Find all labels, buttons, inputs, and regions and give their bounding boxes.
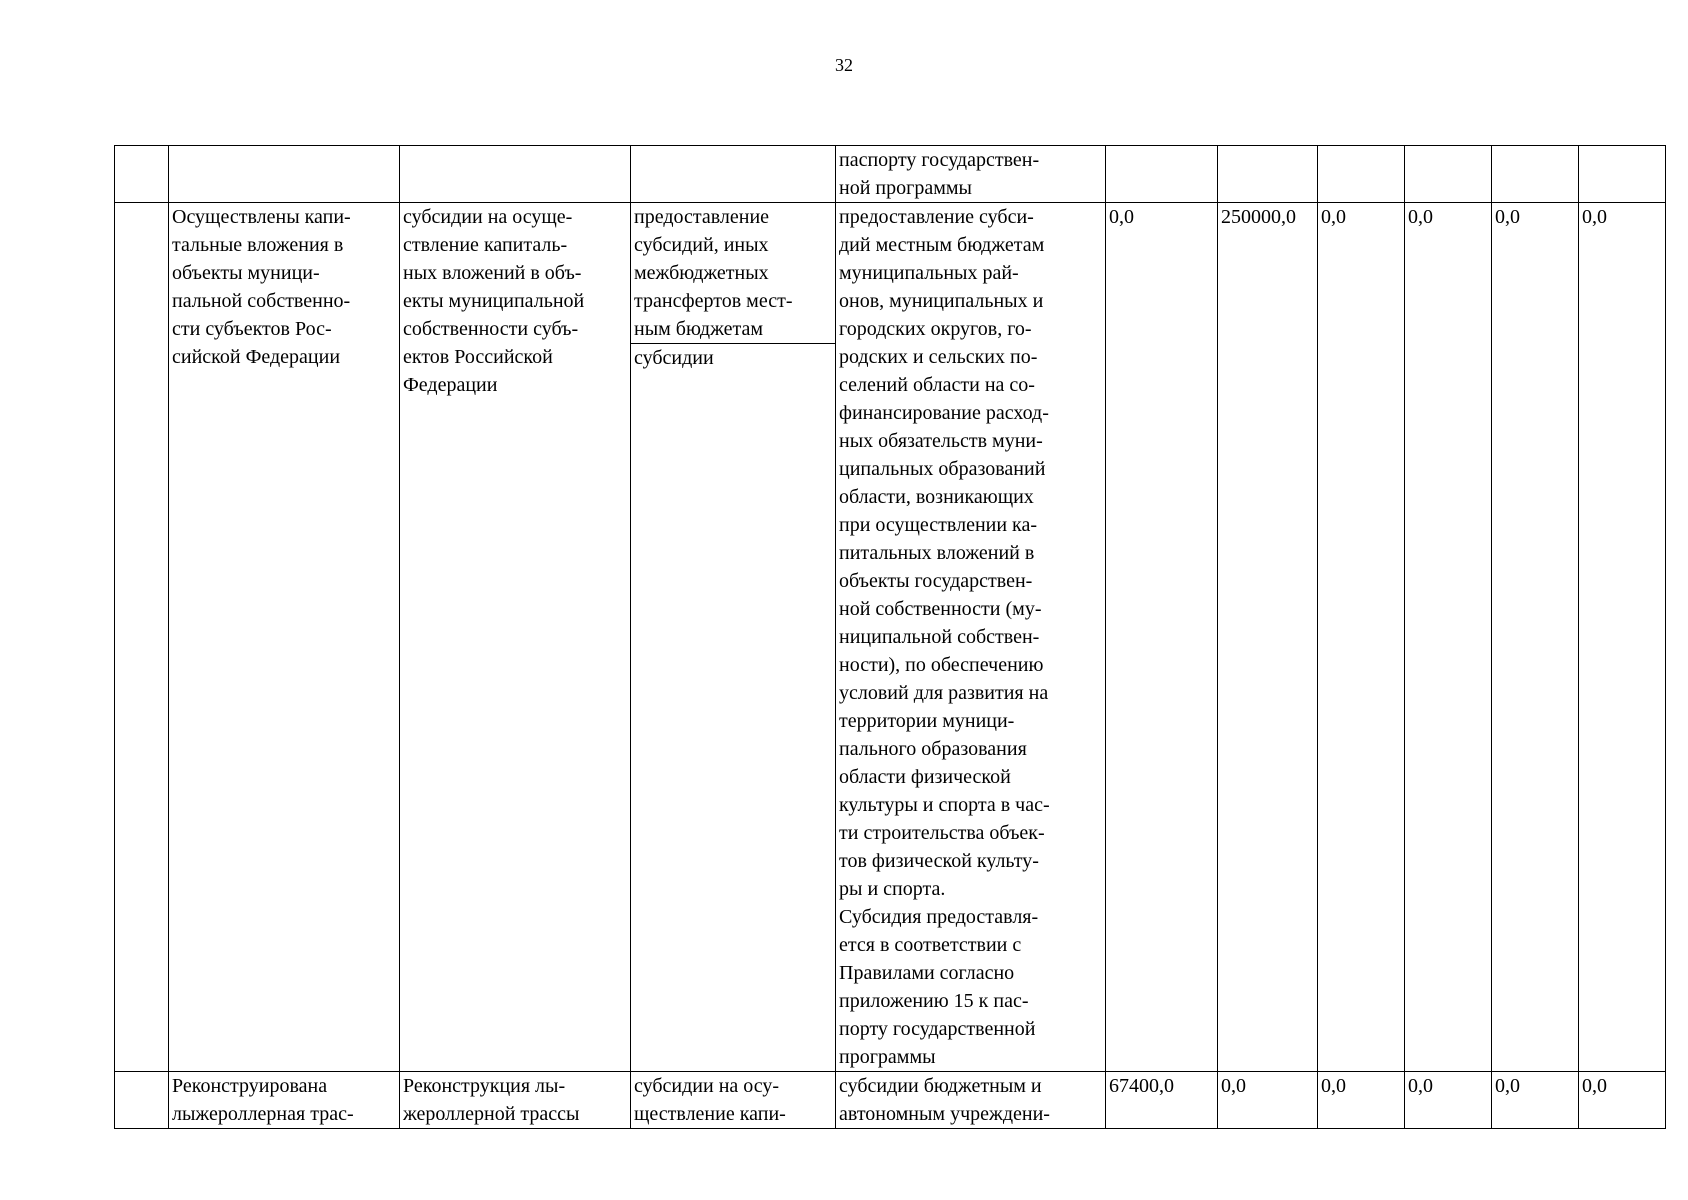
amount-cell (1318, 1072, 1405, 1129)
mechanism-main (631, 203, 835, 344)
amount-cell (1492, 203, 1579, 1072)
description-line: ципальных образований (839, 458, 1046, 480)
amount-cell (1106, 1072, 1218, 1129)
measure-cell (400, 1072, 631, 1129)
description-line: Правилами согласно (839, 962, 1015, 984)
amount-cell (1492, 1072, 1579, 1129)
description-cell (836, 203, 1106, 1072)
table-body (115, 146, 1666, 1129)
mechanism-sub (634, 344, 832, 372)
row-index-cell (115, 146, 169, 203)
amount-value: 0,0 (1321, 1075, 1346, 1097)
description-line: питальных вложений в (839, 542, 1035, 564)
mechanism-line: трансфертов мест- (634, 290, 793, 312)
amount-cell (1106, 146, 1218, 203)
amount-cell (1492, 146, 1579, 203)
amount-cell (1218, 203, 1318, 1072)
mechanism-line: субсидии на осу- (634, 1075, 780, 1097)
description-line: области, возникающих (839, 486, 1034, 508)
measure-line: екты муниципальной (403, 290, 585, 312)
description-line: порту государственной (839, 1018, 1036, 1040)
description-line: автономным учреждени- (839, 1103, 1050, 1125)
description-line: предоставление субси- (839, 206, 1034, 228)
table-row (115, 146, 1666, 203)
measure-cell (400, 146, 631, 203)
description-line: объекты государствен- (839, 570, 1033, 592)
table-row (115, 1072, 1666, 1129)
description-line: приложению 15 к пас- (839, 990, 1029, 1012)
description-line: финансирование расход- (839, 402, 1049, 424)
description-line: дий местным бюджетам (839, 234, 1045, 256)
mechanism-line: межбюджетных (634, 262, 769, 284)
measure-line: ных вложений в объ- (403, 262, 582, 284)
amount-cell (1318, 146, 1405, 203)
amount-cell (1405, 1072, 1492, 1129)
description-line: ных обязательств муни- (839, 430, 1043, 452)
amount-value: 0,0 (1495, 206, 1520, 228)
result-line: пальной собственно- (172, 290, 351, 312)
result-line: сийской Федерации (172, 346, 341, 368)
description-line: муниципальных рай- (839, 262, 1019, 284)
amount-value (1408, 146, 1488, 174)
description-line: ности), по обеспечению (839, 654, 1044, 676)
amount-value: 0,0 (1221, 1075, 1246, 1097)
description-line: городских округов, го- (839, 318, 1032, 340)
page-number: 32 (835, 55, 853, 75)
mechanism-cell (631, 1072, 836, 1129)
amount-value: 0,0 (1321, 206, 1346, 228)
description-line: территории муници- (839, 710, 1015, 732)
amount-cell (1579, 203, 1666, 1072)
amount-value: 0,0 (1408, 206, 1433, 228)
description-line: ной собственности (му- (839, 598, 1042, 620)
description-line: онов, муниципальных и (839, 290, 1044, 312)
table-row (115, 203, 1666, 1072)
description-line: тов физической культу- (839, 850, 1039, 872)
description-line: ти строительства объек- (839, 822, 1045, 844)
description-line: культуры и спорта в час- (839, 794, 1050, 816)
result-line: сти субъектов Рос- (172, 318, 332, 340)
amount-value: 0,0 (1408, 1075, 1433, 1097)
amount-value: 67400,0 (1109, 1075, 1174, 1097)
amount-cell (1405, 203, 1492, 1072)
mechanism-cell (631, 146, 836, 203)
amount-value (1321, 146, 1401, 174)
measure-line: ствление капиталь- (403, 234, 568, 256)
result-line: Реконструирована (172, 1075, 328, 1097)
result-cell (169, 146, 400, 203)
amount-cell (1579, 1072, 1666, 1129)
measure-cell (400, 203, 631, 1072)
measure-line: Федерации (403, 374, 498, 396)
result-cell (169, 203, 400, 1072)
description-line: пального образования (839, 738, 1027, 760)
amount-value (1495, 146, 1575, 174)
measure-line: субсидии на осуще- (403, 206, 573, 228)
description-line: паспорту государствен- (839, 149, 1040, 171)
result-line: тальные вложения в (172, 234, 344, 256)
description-cell (836, 1072, 1106, 1129)
description-line: ной программы (839, 177, 972, 199)
amount-value (1221, 146, 1314, 174)
description-line: родских и сельских по- (839, 346, 1038, 368)
measure-line: жероллерной трассы (403, 1103, 580, 1125)
mechanism-line: ным бюджетам (634, 318, 764, 340)
row-index-cell (115, 1072, 169, 1129)
amount-cell (1318, 203, 1405, 1072)
amount-value (1582, 146, 1662, 174)
description-line: программы (839, 1046, 936, 1068)
result-line: лыжероллерная трас- (172, 1103, 354, 1125)
amount-value: 250000,0 (1221, 206, 1296, 228)
description-line: Субсидия предоставля- (839, 906, 1039, 928)
amount-cell (1405, 146, 1492, 203)
row-index-cell (115, 203, 169, 1072)
description-line: ется в соответствии с (839, 934, 1022, 956)
description-line: при осуществлении ка- (839, 514, 1038, 536)
budget-table (114, 145, 1666, 1129)
measure-line: Реконструкция лы- (403, 1075, 566, 1097)
amount-cell (1218, 1072, 1318, 1129)
mechanism-sub-line: субсидии (634, 347, 714, 369)
description-line: ниципальной собствен- (839, 626, 1040, 648)
amount-cell (1218, 146, 1318, 203)
description-line: области физической (839, 766, 1011, 788)
description-line: субсидии бюджетным и (839, 1075, 1042, 1097)
description-line: ры и спорта. (839, 878, 946, 900)
mechanism-line: субсидий, иных (634, 234, 769, 256)
amount-value: 0,0 (1582, 1075, 1607, 1097)
measure-line: ектов Российской (403, 346, 553, 368)
amount-value (1109, 146, 1214, 174)
mechanism-line: ществление капи- (634, 1103, 786, 1125)
measure-line: собственности субъ- (403, 318, 579, 340)
amount-cell (1579, 146, 1666, 203)
amount-value: 0,0 (1495, 1075, 1520, 1097)
amount-value: 0,0 (1582, 206, 1607, 228)
amount-value: 0,0 (1109, 206, 1134, 228)
description-line: условий для развития на (839, 682, 1049, 704)
result-cell (169, 1072, 400, 1129)
result-line: объекты муници- (172, 262, 320, 284)
mechanism-cell (631, 203, 836, 1072)
amount-cell (1106, 203, 1218, 1072)
mechanism-line: предоставление (634, 206, 770, 228)
description-cell (836, 146, 1106, 203)
description-line: селений области на со- (839, 374, 1035, 396)
result-line: Осуществлены капи- (172, 206, 351, 228)
